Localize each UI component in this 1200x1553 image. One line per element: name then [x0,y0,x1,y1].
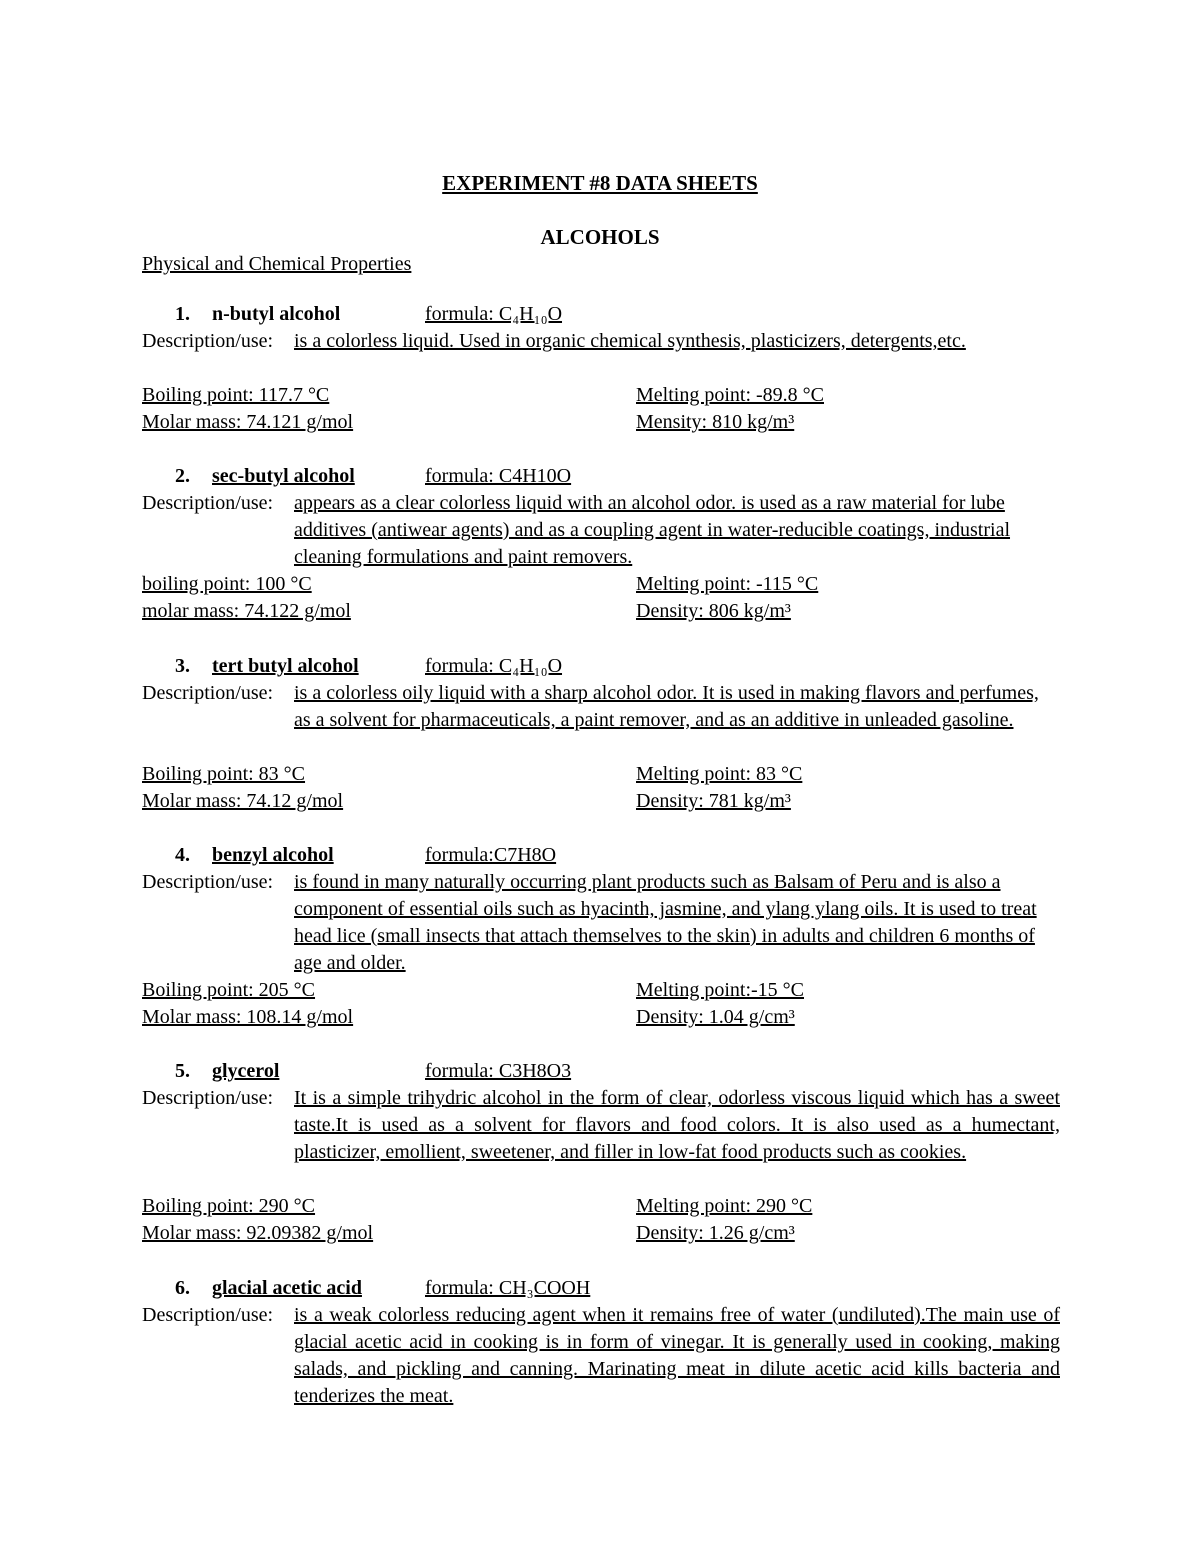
melting-point: Melting point: 290 °C [636,1195,813,1217]
density: Density: 1.04 g/cm³ [636,1006,795,1028]
description-label: Description/use: [142,492,274,514]
compound-formula: formula: C₄H₁₀O [425,303,563,325]
compound-formula: formula: CH₃COOH [425,1277,591,1299]
molar-mass: Molar mass: 108.14 g/mol [142,1006,354,1028]
compound-name: benzyl alcohol [212,844,334,866]
compound-description: appears as a clear colorless liquid with an alcohol odor. is used as a raw material for lube additives (antiwear agents) and as a coupling agent in water-reducible coatings, industrial cleaning formulations and paint removers. [294,492,1011,568]
compound-formula: formula:C7H8O [425,844,557,866]
compound-description: is found in many naturally occurring plant products such as Balsam of Peru and is also a component of essential oils such as hyacinth, jasmine, and ylang ylang oils. It is used to treat head lice (small insects that attach themselves to the skin) in adults and children 6 months of age and older. [294,871,1037,974]
compound-description: is a colorless oily liquid with a sharp alcohol odor. It is used in making flavors and perfumes, as a solvent for pharmaceuticals, a paint remover, and as an additive in unleaded gasoline. [294,682,1039,731]
description-label: Description/use: [142,1304,274,1326]
description-label: Description/use: [142,330,274,352]
description-label: Description/use: [142,871,274,893]
boiling-point: boiling point: 100 °C [142,573,312,595]
density: Density: 781 kg/m³ [636,790,791,812]
compound-name: n-butyl alcohol [212,303,341,325]
compound-name: glacial acetic acid [212,1277,362,1299]
compound-formula: formula: C3H8O3 [425,1060,572,1082]
melting-point: Melting point: 83 °C [636,763,803,785]
melting-point: Melting point: -89.8 °C [636,384,824,406]
compound-number: 2. [175,465,190,487]
document-subtitle: ALCOHOLS [540,225,660,249]
compound-number: 5. [175,1060,190,1082]
molar-mass: Molar mass: 74.12 g/mol [142,790,344,812]
density: Density: 1.26 g/cm³ [636,1222,795,1244]
compound-name: tert butyl alcohol [212,655,359,677]
melting-point: Melting point: -115 °C [636,573,819,595]
density: Mensity: 810 kg/m³ [636,411,795,433]
description-label: Description/use: [142,682,274,704]
document-title: EXPERIMENT #8 DATA SHEETS [442,171,758,195]
description-label: Description/use: [142,1087,274,1109]
compound-number: 6. [175,1277,190,1299]
compound-description: It is a simple trihydric alcohol in the form of clear, odorless viscous liquid which has a sweet taste.It is used as a solvent for flavors and food colors. It is also used as a humectant, plasticizer, emollient, sweetener, and filler in low-fat food products such as cookies. [294,1087,1060,1163]
melting-point: Melting point:-15 °C [636,979,804,1001]
compound-number: 4. [175,844,190,866]
compound-formula: formula: C₄H₁₀O [425,655,563,677]
boiling-point: Boiling point: 117.7 °C [142,384,330,406]
molar-mass: Molar mass: 74.121 g/mol [142,411,354,433]
boiling-point: Boiling point: 290 °C [142,1195,316,1217]
compound-number: 1. [175,303,190,325]
compound-number: 3. [175,655,190,677]
boiling-point: Boiling point: 205 °C [142,979,316,1001]
molar-mass: Molar mass: 92.09382 g/mol [142,1222,374,1244]
compound-name: sec-butyl alcohol [212,465,355,487]
section-heading: Physical and Chemical Properties [142,253,412,275]
compound-formula: formula: C4H10O [425,465,572,487]
molar-mass: molar mass: 74.122 g/mol [142,600,351,622]
density: Density: 806 kg/m³ [636,600,791,622]
compound-name: glycerol [212,1060,280,1082]
boiling-point: Boiling point: 83 °C [142,763,306,785]
compound-description: is a weak colorless reducing agent when it remains free of water (undiluted).The main use of glacial acetic acid in cooking is in form of vinegar. It is generally used in cooking, making salads, and pickling and canning. Marinating meat in dilute acetic acid kills bacteria and tenderizes the meat. [294,1304,1060,1407]
compound-description: is a colorless liquid. Used in organic chemical synthesis, plasticizers, detergents,etc. [294,330,966,352]
